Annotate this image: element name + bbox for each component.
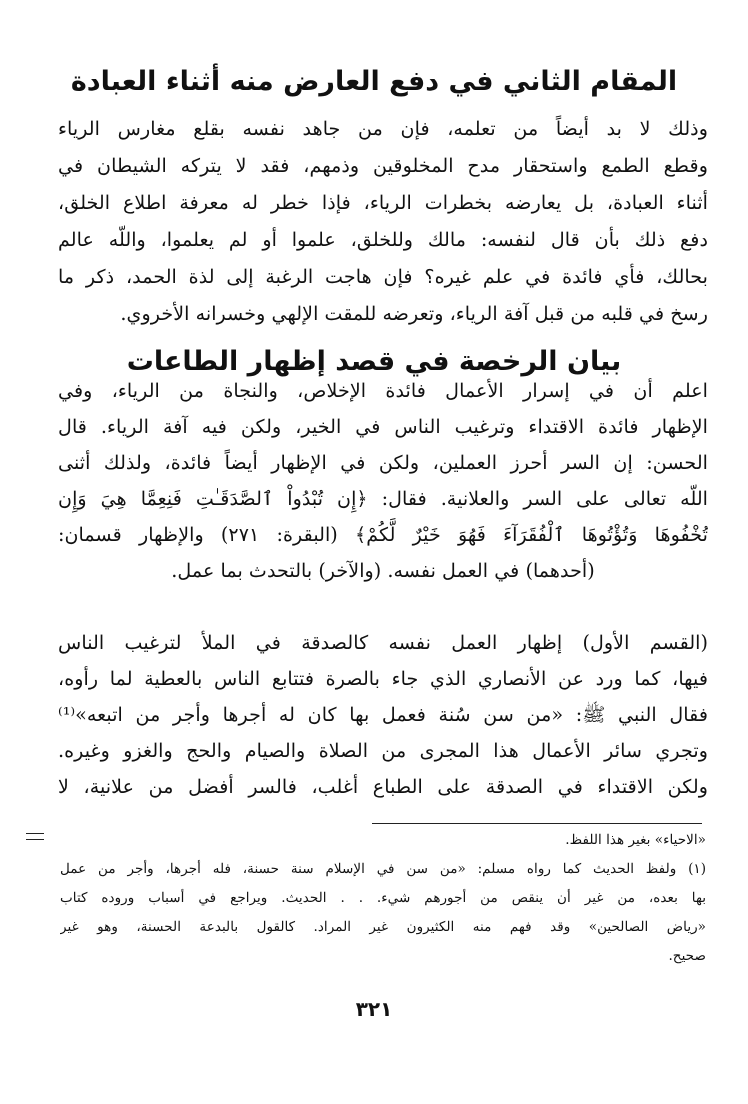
text-line: وتجري سائر الأعمال هذا المجرى من الصلاة والصيام والحج والغزو وغيره. — [58, 739, 708, 762]
quran-verse-line: تُخْفُوهَا وَتُؤْتُوهَا ٱلْفُقَرَآءَ فَهُوَ خَيْرٌ لَّكُمْ﴾ (البقرة: ٢٧١) والإظهار قسمان: — [58, 523, 708, 546]
paragraph-3 — [58, 625, 708, 805]
text-line: بحالك، فأي فائدة في علم غيره؟ فإن هاجت الرغبة إلى لذة الحمد، ذكر ما — [58, 265, 708, 288]
text-line: فيها، كما ورد عن الأنصاري الذي جاء بالصرة فتتابع الناس بالعطية لما رأوه، — [58, 667, 708, 690]
footnote-separator — [372, 823, 702, 824]
text-line: (القسم الأول) إظهار العمل نفسه كالصدقة في الملأ لترغيب الناس — [58, 631, 708, 654]
text-line: رسخ في قلبه من قبل آفة الرياء، وتعرضه للمقت الإلهي وخسرانه الأخروي. — [120, 302, 708, 325]
quran-verse-line: اللّه تعالى على السر والعلانية. فقال: ﴿إِن تُبْدُواْ ٱلصَّدَقَـٰتِ فَنِعِمَّا هِيَ وَإِن — [58, 487, 708, 510]
footnotes — [60, 826, 706, 971]
paragraph-2 — [58, 373, 708, 589]
section-heading-1: المقام الثاني في دفع العارض منه أثناء العبادة — [70, 66, 678, 97]
footnote-line: «الاحياء» بغير هذا اللفظ. — [565, 832, 706, 848]
text-line: الحسن: إن السر أحرز العملين، ولكن في الإظهار أيضاً فائدة، ولذلك أثنى — [58, 451, 708, 474]
text-line: اعلم أن في إسرار الأعمال فائدة الإخلاص، والنجاة من الرياء، وفي — [58, 379, 708, 402]
footnote-line: بها بعده، من غير أن ينقص من أجورهم شيء. . . الحديث. ويراجع في أسباب وروده كتاب — [60, 890, 706, 906]
text-line-centered: (أحدهما) في العمل نفسه. (والآخر) بالتحدث بما عمل. — [171, 559, 595, 582]
footnote-line: «رياض الصالحين» وقد فهم منه الكثيرون غير المراد. كالقول بالبدعة الحسنة، وهو غير — [60, 919, 706, 935]
footnote-continuation-mark — [26, 833, 44, 840]
page-number: ٣٢١ — [355, 997, 393, 1021]
text-line: وقطع الطمع واستحقار مدح المخلوقين وذمهم، فقد لا يتركه الشيطان في — [58, 154, 708, 177]
text-line: وذلك لا بد أيضاً من تعلمه، فإن من جاهد نفسه بقلع مغارس الرياء — [58, 117, 708, 140]
footnote-line: صحيح. — [668, 948, 706, 964]
text-line: دفع ذلك بأن قال لنفسه: مالك وللخلق، علموا أو لم يعلموا، واللّه عالم — [58, 228, 708, 251]
text-line: ولكن الاقتداء في الصدقة على الطباع أغلب، فالسر أفضل من علانية، لا — [58, 775, 708, 798]
text-line: فقال النبي ﷺ: «من سن سُنة فعمل بها كان له أجرها وأجر من اتبعه»⁽¹⁾ — [58, 703, 708, 726]
paragraph-1 — [58, 110, 708, 332]
section-heading-2: بيان الرخصة في قصد إظهار الطاعات — [126, 346, 622, 377]
text-line: الإظهار فائدة الاقتداء وترغيب الناس في الخير، ولكن فيه آفة الرياء. قال — [58, 415, 708, 438]
text-line: أثناء العبادة، بل يعارضه بخطرات الرياء، فإذا خطر له معرفة اطلاع الخلق، — [58, 191, 708, 214]
footnote-line: (١) ولفظ الحديث كما رواه مسلم: «من سن في الإسلام سنة حسنة، فله أجرها، وأجر من عمل — [60, 861, 706, 877]
